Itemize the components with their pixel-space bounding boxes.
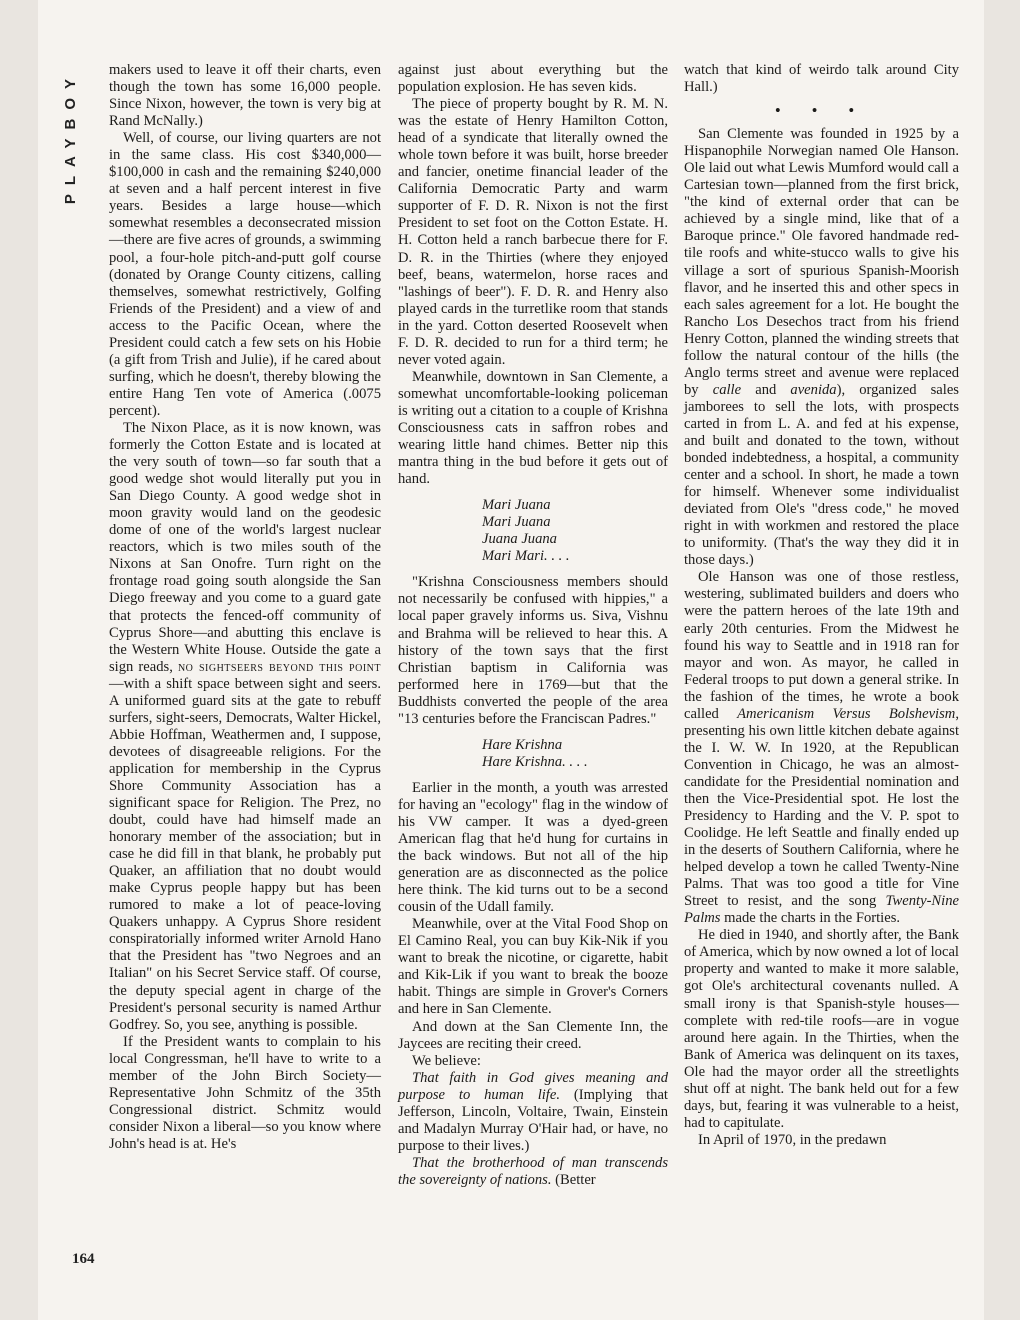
verse-line: Mari Juana xyxy=(482,514,551,531)
section-break-dots: • • • xyxy=(775,103,868,120)
masthead-logo: PLAYBOY xyxy=(62,70,79,205)
sign-text: no sightseers beyond this point xyxy=(177,658,382,675)
paragraph: Well, of course, our living quarters are not in the same class. His cost $340,000—$100,000 in cash and the remaining $240,000 at seven and a half percent interest in five years. Besides a large house—which somewhat resembles a deconsecrated mission—there are five acres of grounds, a swimming pool, a four-hole pitch-and-putt golf course (donated by Orange County citizens, calling themselves, somewhat restrictively, Golfing Friends of the President) and a view of and access to the Pacific Ocean, where the President could catch a few sets on his Hobie (a gift from Trish and Julie), if he cared about surfing, which he doesn't, thereby blowing the entire Hang Ten vote of America (.0075 percent). xyxy=(109,130,381,419)
verse-line: Juana Juana xyxy=(482,531,557,548)
song-title: Twenty-Nine Palms xyxy=(684,893,959,927)
book-title: Americanism Versus Bolshevism xyxy=(737,705,956,722)
paragraph: That faith in God gives meaning and purpose to human life. (Implying that Jefferson, Lincoln, Voltaire, Twain, Einstein and Madalyn Murray O'Hair had, or have, no purpose to their lives.) xyxy=(398,1069,668,1154)
paragraph: In April of 1970, in the predawn xyxy=(698,1131,887,1148)
creed-text: That faith in God gives meaning and purpose to human life. xyxy=(398,1069,668,1103)
column-3 xyxy=(684,62,959,1149)
paragraph: And down at the San Clemente Inn, the Jaycees are reciting their creed. xyxy=(398,1018,668,1052)
paragraph: Meanwhile, downtown in San Clemente, a somewhat uncomfortable-looking policeman is writing out a citation to a couple of Krishna Consciousness cats in saffron robes and wearing little hand chimes. Better nip this mantra thing in the bud before it gets out of hand. xyxy=(398,368,668,488)
paragraph: The piece of property bought by R. M. N. was the estate of Henry Hamilton Cotton, head of a syndicate that literally owned the whole town before it was built, horse breeder and fancier, onetime financial leader of the California Democratic Party and warm supporter of F. D. R. Nixon is not the first President to set foot on the Cotton Estate. H. H. Cotton held a ranch barbecue there for F. D. R. in the Thirties (where they enjoyed beef, beans, watermelon, horse races and "lashings of beer"). F. D. R. and Henry also played cards in the turretlike room that stands in the yard. Cotton deserted Roosevelt when F. D. R. decided to run for a third term; he never voted again. xyxy=(398,96,668,368)
paragraph: makers used to leave it off their charts, even though the town has some 16,000 people. Since Nixon, however, the town is very big at Rand McNally.) xyxy=(109,62,381,130)
verse-line: Hare Krishna. . . . xyxy=(482,753,588,770)
paragraph: Meanwhile, over at the Vital Food Shop on El Camino Real, you can buy Kik-Nik if you want to break the nicotine, or cigarette, habit and Kik-Lik if you want to break the booze habit. Things are simple in Grover's Corners and here in San Clemente. xyxy=(398,916,668,1018)
verse-hare-krishna xyxy=(482,737,668,771)
creed-text: That the brotherhood of man transcends the sovereignty of nations. xyxy=(398,1154,668,1188)
page-number: 164 xyxy=(72,1251,95,1267)
paragraph: San Clemente was founded in 1925 by a Hispanophile Norwegian named Ole Hanson. Ole laid out what Lewis Mumford would call a Cartesian town—planned from the first brick, "the kind of external order that can be achieved by a single mind, like that of a Baroque prince." Ole favored handmade red-tile roofs and white-stucco walls to give his village a sort of spurious Spanish-Moorish flavor, and he inserted this and other specs in each sales agreement for a lot. He bought the Rancho Los Desechos tract from his friend Henry Cotton, planned the winding streets that follow the natural contour of the hills (the Anglo terms street and avenue were replaced by calle and avenida), organized sales jamborees to sell the lots, with prospects carted in from L. A. and fed at his expense, and built and donated to the town, without bonded indebtedness, a hospital, a community center and a school. In short, he made a town for himself. Whenever some individualist deviated from Ole's "dress code," he moved right in with workmen and restored the place to uniformity. (That's the way they did it in those days.) xyxy=(684,126,959,569)
paragraph: If the President wants to complain to his local Congressman, he'll have to write to a member of the John Birch Society—Representative John Schmitz of the 35th Congressional district. Schmitz would consider Nixon a liberal—so you know where John's head is at. He's xyxy=(109,1033,381,1152)
paragraph: Earlier in the month, a youth was arrested for having an "ecology" flag in the window of his VW camper. It was a dyed-green American flag that he'd hung for curtains in the back windows. But not all of the hip generation are as disconnected as the police here think. The kid turns out to be a second cousin of the Udall family. xyxy=(398,779,668,916)
paragraph: The Nixon Place, as it is now known, was formerly the Cotton Estate and is located at the very south of town—so far south that a good wedge shot would literally put you in San Diego County. A good wedge shot in moon gravity would land on the geodesic dome of one of the world's largest nuclear reactors, which is two miles south of the Nixons at San Onofre. Turn right on the frontage road going south alongside the San Diego freeway and you come to a guard gate that protects the fenced-off community of Cyprus Shore—and abutting this enclave is the Western White House. Outside the gate a sign reads, no sightseers beyond this point—with a shift space between sight and seers. A uniformed guard sits at the gate to rebuff surfers, sight-seers, Democrats, Walter Hickel, Abbie Hoffman, Weathermen and, I suppose, devotees of disagreeable religions. For the application for membership in the Cyprus Shore Community Association has a significant space for Religion. The Prez, no doubt, could have had himself made an honorary member of the association; but in case he did fill in that blank, he probably put Quaker, an affiliation that no doubt would make Cyprus people happy but has been rumored to make a lot of peace-loving Quakers unhappy. A Cyprus Shore resident conspiratorially informed writer Arnold Hano that the President has "two Negroes and an Italian" on his Secret Service staff. Of course, the deputy special agent in charge of the President's personal security is named Arthur Godfrey. So, you see, anything is possible. xyxy=(109,419,382,1033)
verse-line: Hare Krishna xyxy=(482,736,563,753)
column-1 xyxy=(109,62,381,1153)
paragraph: He died in 1940, and shortly after, the Bank of America, which by now owned a lot of local property and wanted to make it more salable, got Ole's architectural covenants nulled. A small irony is that Spanish-style houses—complete with red-tile roofs—are in vogue around here again. In the Thirties, when the Bank of America was delinquent on its taxes, Ole had the mayor order all the streetlights shut off at night. The bank held out for a few days, but, fearing it was vulnerable to a heist, had to capitulate. xyxy=(684,927,959,1131)
paragraph: Ole Hanson was one of those restless, westering, sublimated builders and doers who were the pattern heroes of the late 19th and early 20th centuries. From the Midwest he found his way to Seattle and in 1918 ran for mayor and won. As mayor, he called in Federal troops to put down a general strike. In the fashion of the times, he wrote a book called Americanism Versus Bolshevism, presenting his own little kitchen debate against the I. W. W. In 1920, at the Republican Convention in Chicago, he was an almost-candidate for the Presidential nomination and then the Vice-Presidential spot. He lost the Presidency to Harding and the V. P. spot to Coolidge. He left Seattle and finally ended up in the deserts of Southern California, where he helped develop a town he called Twenty-Nine Palms. That was too good a title for Vine Street to resist, and the song Twenty-Nine Palms made the charts in the Forties. xyxy=(684,569,959,927)
paragraph: "Krishna Consciousness members should not necessarily be confused with hippies," a local paper gravely informs us. Siva, Vishnu and Brahma will be relieved to hear this. A history of the town says that the first Christian baptism in California was performed here in 1769—but that the Buddhists converted the people of the area "13 centuries before the Franciscan Padres." xyxy=(398,574,668,727)
verse-mari-juana xyxy=(482,497,668,565)
paragraph: We believe: xyxy=(412,1052,481,1069)
paragraph: against just about everything but the population explosion. He has seven kids. xyxy=(398,62,668,96)
verse-line: Mari Mari. . . . xyxy=(482,548,570,565)
paragraph: That the brotherhood of man transcends the sovereignty of nations. (Better xyxy=(398,1154,668,1188)
column-2 xyxy=(398,62,668,1189)
verse-line: Mari Juana xyxy=(482,497,551,514)
paragraph: watch that kind of weirdo talk around City Hall.) xyxy=(684,62,959,96)
